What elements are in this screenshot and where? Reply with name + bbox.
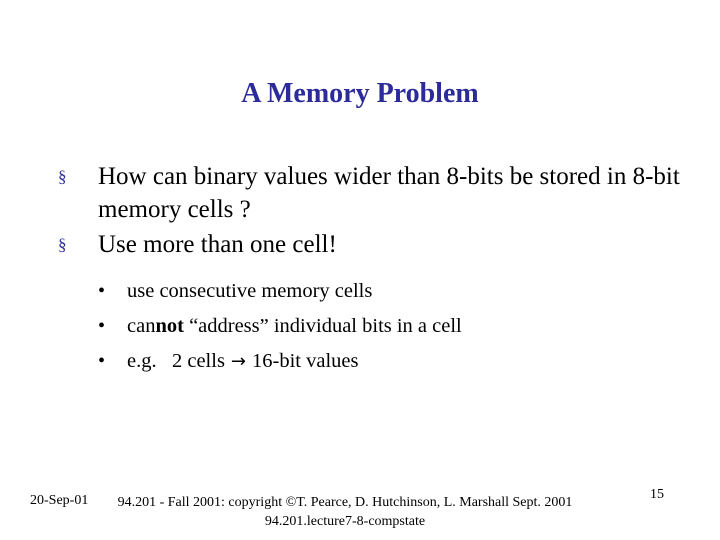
bullet-item bbox=[58, 228, 698, 261]
sub-bullet-text-start: e.g. 2 cells bbox=[127, 350, 225, 372]
sub-bullet-text-end: “address” individual bits in a cell bbox=[183, 315, 462, 337]
footer-copyright-line: 94.201 - Fall 2001: copyright ©T. Pearce, D. Hutchinson, L. Marshall Sept. 2001 bbox=[117, 495, 573, 510]
sub-bullet-bold-text: not bbox=[155, 315, 184, 337]
bullet-list bbox=[58, 160, 698, 263]
page-number: 15 bbox=[650, 487, 664, 502]
bullet-text: Use more than one cell! bbox=[98, 231, 337, 258]
sub-bullet-text-end: 16-bit values bbox=[252, 350, 359, 372]
sub-bullet-item bbox=[98, 344, 698, 379]
sub-bullet-text: use consecutive memory cells bbox=[127, 280, 373, 302]
sub-bullet-item bbox=[98, 274, 698, 309]
right-arrow-icon: → bbox=[230, 351, 247, 372]
sub-bullet-list bbox=[98, 274, 698, 379]
footer-copyright bbox=[90, 493, 600, 531]
bullet-item bbox=[58, 160, 698, 226]
square-bullet-icon: § bbox=[58, 167, 67, 186]
slide-title: A Memory Problem bbox=[241, 78, 479, 109]
sub-bullet-text-start: can bbox=[127, 315, 156, 337]
round-bullet-icon: • bbox=[98, 350, 106, 372]
sub-bullet-item bbox=[98, 309, 698, 344]
round-bullet-icon: • bbox=[98, 315, 106, 337]
square-bullet-icon: § bbox=[58, 235, 67, 254]
footer-filename-line: 94.201.lecture7-8-compstate bbox=[264, 514, 426, 529]
footer-date: 20-Sep-01 bbox=[30, 493, 89, 508]
round-bullet-icon: • bbox=[98, 280, 106, 302]
bullet-text: How can binary values wider than 8-bits be stored in 8-bit memory cells ? bbox=[98, 163, 680, 223]
